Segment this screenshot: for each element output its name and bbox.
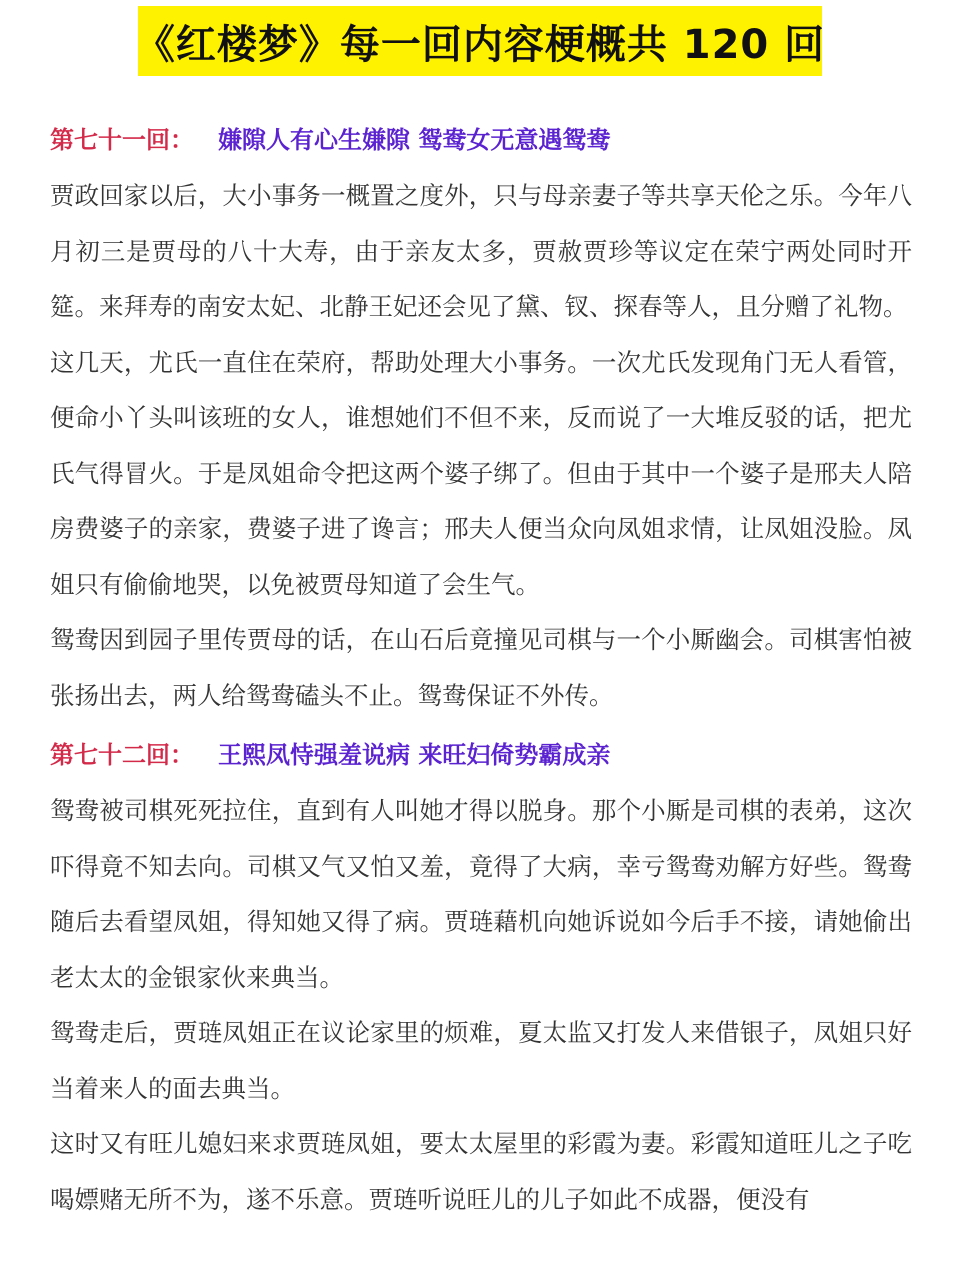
summary-paragraph: 这时又有旺儿媳妇来求贾琏凤姐，要太太屋里的彩霞为妻。彩霞知道旺儿之子吃喝嫖赌无所不为，遂不乐意。贾琏听说旺儿的儿子如此不成器，便没有 <box>50 1129 912 1214</box>
chapter-heading <box>50 112 912 168</box>
chapter-heading <box>50 727 912 783</box>
chapter-title: 嫌隙人有心生嫌隙 鸳鸯女无意遇鸳鸯 <box>218 126 611 154</box>
page-title: 《红楼梦》每一回内容梗概共 120 回 <box>134 21 826 68</box>
title-banner <box>134 6 826 76</box>
summary-paragraph: 这几天，尤氏一直住在荣府，帮助处理大小事务。一次尤氏发现角门无人看管，便命小丫头叫该班的女人，谁想她们不但不来，反而说了一大堆反驳的话，把尤氏气得冒火。于是凤姐命令把这两个婆子绑了。但由于其中一个婆子是邢夫人陪房费婆子的亲家，费婆子进了谗言；邢夫人便当众向凤姐求情，让凤姐没脸。凤姐只有偷偷地哭，以免被贾母知道了会生气。 <box>50 347 912 599</box>
chapter-number-label: 第七十二回： <box>50 741 194 769</box>
article-body <box>50 112 912 1227</box>
chapter-72 <box>50 727 912 1227</box>
summary-paragraph: 鸳鸯被司棋死死拉住，直到有人叫她才得以脱身。那个小厮是司棋的表弟，这次吓得竟不知去向。司棋又气又怕又羞，竟得了大病，幸亏鸳鸯劝解方好些。鸳鸯随后去看望凤姐，得知她又得了病。贾琏藉机向她诉说如今后手不接，请她偷出老太太的金银家伙来典当。 <box>50 796 912 992</box>
chapter-number-label: 第七十一回： <box>50 126 194 154</box>
chapter-title: 王熙凤恃强羞说病 来旺妇倚势霸成亲 <box>218 741 611 769</box>
chapter-71 <box>50 112 912 723</box>
summary-paragraph: 鸳鸯走后，贾琏凤姐正在议论家里的烦难，夏太监又打发人来借银子，凤姐只好当着来人的面去典当。 <box>50 1018 912 1103</box>
summary-paragraph: 鸳鸯因到园子里传贾母的话，在山石后竟撞见司棋与一个小厮幽会。司棋害怕被张扬出去，两人给鸳鸯磕头不止。鸳鸯保证不外传。 <box>50 625 912 710</box>
summary-paragraph: 贾政回家以后，大小事务一概置之度外，只与母亲妻子等共享天伦之乐。今年八月初三是贾母的八十大寿，由于亲友太多，贾赦贾珍等议定在荣宁两处同时开筵。来拜寿的南安太妃、北静王妃还会见了黛、钗、探春等人，且分赠了礼物。 <box>50 181 912 321</box>
